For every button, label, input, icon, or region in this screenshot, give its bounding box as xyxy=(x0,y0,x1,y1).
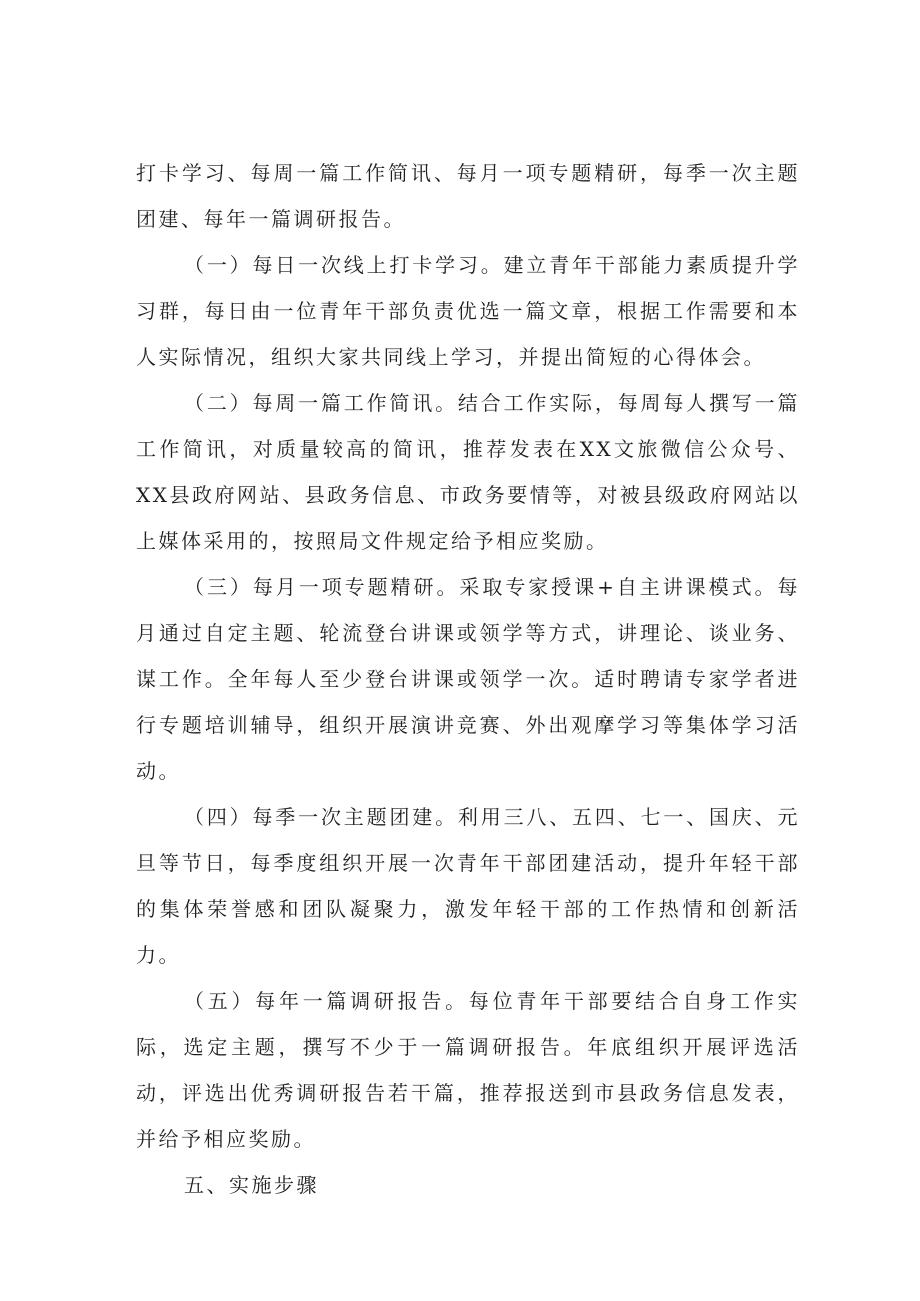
paragraph-monthly-research: （三）每月一项专题精研。采取专家授课+自主讲课模式。每月通过自定主题、轮流登台讲课或领学等方式，讲理论、谈业务、谋工作。全年每人至少登台讲课或领学一次。适时聘请专家学者进行专题培训辅导，组织开展演讲竞赛、外出观摩学习等集体学习活动。 xyxy=(136,575,800,783)
paragraph-continuation: 打卡学习、每周一篇工作简讯、每月一项专题精研，每季一次主题团建、每年一篇调研报告。 xyxy=(136,161,800,231)
paragraph-quarterly-teambuilding: （四）每季一次主题团建。利用三八、五四、七一、国庆、元旦等节日，每季度组织开展一次青年干部团建活动，提升年轻干部的集体荣誉感和团队凝聚力，激发年轻干部的工作热情和创新活力。 xyxy=(136,805,800,967)
section-heading: 五、实施步骤 xyxy=(184,1173,319,1197)
paragraph-daily-study: （一）每日一次线上打卡学习。建立青年干部能力素质提升学习群，每日由一位青年干部负责优选一篇文章，根据工作需要和本人实际情况，组织大家共同线上学习，并提出简短的心得体会。 xyxy=(136,253,800,369)
paragraph-annual-report: （五）每年一篇调研报告。每位青年干部要结合自身工作实际，选定主题，撰写不少于一篇调研报告。年底组织开展评选活动，评选出优秀调研报告若干篇，推荐报送到市县政务信息发表，并给予相应奖励。 xyxy=(136,989,800,1151)
paragraph-weekly-brief: （二）每周一篇工作简讯。结合工作实际，每周每人撰写一篇工作简讯，对质量较高的简讯，推荐发表在XX文旅微信公众号、XX县政府网站、县政务信息、市政务要情等，对被县级政府网站以上媒体采用的，按照局文件规定给予相应奖励。 xyxy=(136,391,800,553)
